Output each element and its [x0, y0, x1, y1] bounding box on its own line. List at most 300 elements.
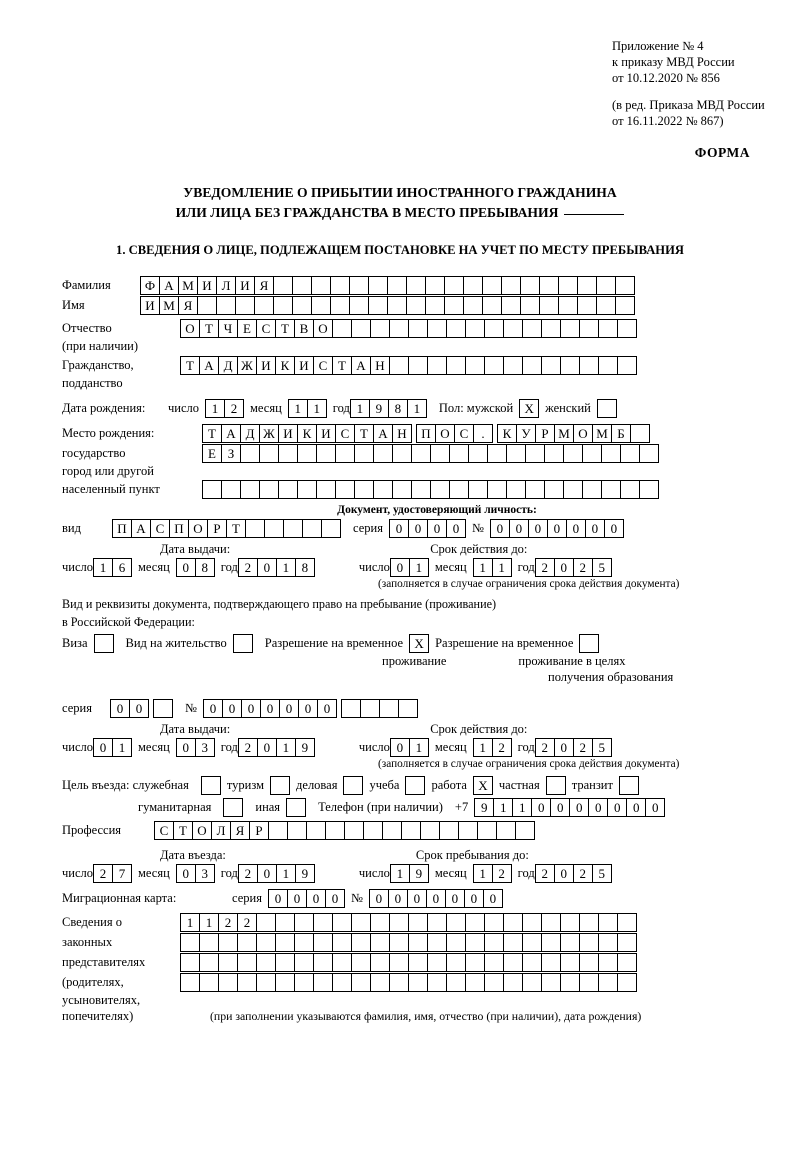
cell[interactable]: 0: [464, 889, 484, 908]
cell[interactable]: [294, 953, 314, 972]
cell[interactable]: 0: [257, 864, 277, 883]
cell[interactable]: [370, 319, 390, 338]
stayuntil-year-input[interactable]: [535, 864, 612, 883]
cell[interactable]: [275, 913, 295, 932]
cell[interactable]: 1: [205, 399, 225, 418]
cell[interactable]: [501, 296, 521, 315]
cell[interactable]: [601, 444, 621, 463]
cell[interactable]: [351, 319, 371, 338]
doc-valid-year-input[interactable]: [535, 558, 612, 577]
cell[interactable]: 6: [112, 558, 132, 577]
cell[interactable]: [560, 933, 580, 952]
cell[interactable]: 1: [492, 558, 512, 577]
cell[interactable]: [321, 519, 341, 538]
birthplace-country-input[interactable]: [202, 424, 650, 443]
cell[interactable]: Л: [216, 276, 236, 295]
legal-rep-row-4-input[interactable]: [180, 973, 637, 992]
cell[interactable]: 5: [592, 738, 612, 757]
cell[interactable]: [446, 356, 466, 375]
cell[interactable]: [579, 913, 599, 932]
cell[interactable]: [370, 973, 390, 992]
cell[interactable]: [199, 933, 219, 952]
cell[interactable]: [389, 913, 409, 932]
cell[interactable]: [465, 356, 485, 375]
cell[interactable]: Т: [173, 821, 193, 840]
cell[interactable]: [313, 973, 333, 992]
cell[interactable]: З: [221, 444, 241, 463]
cell[interactable]: [463, 276, 483, 295]
cell[interactable]: [503, 933, 523, 952]
cell[interactable]: [546, 776, 566, 795]
entry-day-input[interactable]: [93, 864, 132, 883]
cell[interactable]: [354, 444, 374, 463]
cell[interactable]: [180, 973, 200, 992]
cell[interactable]: [444, 276, 464, 295]
cell[interactable]: [522, 973, 542, 992]
cell[interactable]: [482, 276, 502, 295]
cell[interactable]: 1: [473, 738, 493, 757]
cell[interactable]: [153, 699, 173, 718]
birthdate-year-input[interactable]: [350, 399, 427, 418]
cell[interactable]: [387, 296, 407, 315]
cell[interactable]: [373, 444, 393, 463]
cell[interactable]: [392, 444, 412, 463]
cell[interactable]: [351, 973, 371, 992]
purpose-private-checkbox[interactable]: [546, 776, 566, 795]
cell[interactable]: [297, 444, 317, 463]
cell[interactable]: [560, 356, 580, 375]
cell[interactable]: 2: [535, 738, 555, 757]
cell[interactable]: [558, 276, 578, 295]
cell[interactable]: 1: [276, 738, 296, 757]
birthdate-month-input[interactable]: [288, 399, 327, 418]
cell[interactable]: Н: [392, 424, 412, 443]
cell[interactable]: О: [313, 319, 333, 338]
cell[interactable]: С: [454, 424, 474, 443]
cell[interactable]: [292, 276, 312, 295]
cell[interactable]: [449, 480, 469, 499]
cell[interactable]: [221, 480, 241, 499]
cell[interactable]: [389, 356, 409, 375]
purpose-business-checkbox[interactable]: [343, 776, 363, 795]
stay-valid-day-input[interactable]: [390, 738, 429, 757]
cell[interactable]: [601, 480, 621, 499]
cell[interactable]: [639, 444, 659, 463]
cell[interactable]: К: [275, 356, 295, 375]
cell[interactable]: [541, 319, 561, 338]
cell[interactable]: 9: [409, 864, 429, 883]
cell[interactable]: 0: [566, 519, 586, 538]
cell[interactable]: [617, 913, 637, 932]
cell[interactable]: [354, 480, 374, 499]
cell[interactable]: [598, 319, 618, 338]
cell[interactable]: Л: [211, 821, 231, 840]
cell[interactable]: [245, 519, 265, 538]
cell[interactable]: [560, 913, 580, 932]
cell[interactable]: [465, 933, 485, 952]
name-input[interactable]: [140, 296, 635, 315]
cell[interactable]: С: [154, 821, 174, 840]
cell[interactable]: 0: [569, 798, 589, 817]
cell[interactable]: [487, 444, 507, 463]
cell[interactable]: [522, 356, 542, 375]
cell[interactable]: [503, 913, 523, 932]
cell[interactable]: 0: [588, 798, 608, 817]
cell[interactable]: К: [497, 424, 517, 443]
cell[interactable]: [389, 319, 409, 338]
cell[interactable]: 8: [388, 399, 408, 418]
cell[interactable]: [408, 953, 428, 972]
cell[interactable]: 1: [112, 738, 132, 757]
cell[interactable]: [401, 821, 421, 840]
cell[interactable]: [525, 444, 545, 463]
cell[interactable]: [256, 973, 276, 992]
cell[interactable]: [458, 821, 478, 840]
cell[interactable]: [427, 319, 447, 338]
cell[interactable]: [360, 699, 380, 718]
stay-valid-year-input[interactable]: [535, 738, 612, 757]
cell[interactable]: 0: [426, 889, 446, 908]
entry-month-input[interactable]: [176, 864, 215, 883]
cell[interactable]: [275, 953, 295, 972]
cell[interactable]: [503, 356, 523, 375]
cell[interactable]: 1: [473, 864, 493, 883]
cell[interactable]: [468, 444, 488, 463]
cell[interactable]: [420, 821, 440, 840]
cell[interactable]: 1: [276, 864, 296, 883]
cell[interactable]: [541, 973, 561, 992]
cell[interactable]: [544, 480, 564, 499]
cell[interactable]: П: [169, 519, 189, 538]
cell[interactable]: [544, 444, 564, 463]
cell[interactable]: О: [573, 424, 593, 443]
cell[interactable]: Ф: [140, 276, 160, 295]
cell[interactable]: 2: [238, 738, 258, 757]
cell[interactable]: [617, 973, 637, 992]
cell[interactable]: [506, 480, 526, 499]
cell[interactable]: [273, 296, 293, 315]
cell[interactable]: [268, 821, 288, 840]
cell[interactable]: 0: [93, 738, 113, 757]
cell[interactable]: [615, 276, 635, 295]
cell[interactable]: [465, 913, 485, 932]
cell[interactable]: [311, 296, 331, 315]
purpose-humanitarian-checkbox[interactable]: [223, 798, 243, 817]
cell[interactable]: [94, 634, 114, 653]
cell[interactable]: [446, 933, 466, 952]
stay-issue-month-input[interactable]: [176, 738, 215, 757]
cell[interactable]: [484, 953, 504, 972]
cell[interactable]: [180, 933, 200, 952]
cell[interactable]: [596, 276, 616, 295]
cell[interactable]: [525, 480, 545, 499]
cell[interactable]: X: [473, 776, 493, 795]
cell[interactable]: 2: [93, 864, 113, 883]
cell[interactable]: [316, 444, 336, 463]
cell[interactable]: 0: [388, 889, 408, 908]
cell[interactable]: К: [297, 424, 317, 443]
cell[interactable]: [427, 913, 447, 932]
birthplace-city-input[interactable]: [202, 480, 659, 499]
cell[interactable]: Т: [332, 356, 352, 375]
cell[interactable]: 0: [241, 699, 261, 718]
cell[interactable]: [501, 276, 521, 295]
cell[interactable]: [506, 444, 526, 463]
cell[interactable]: В: [294, 319, 314, 338]
doc-issue-month-input[interactable]: [176, 558, 215, 577]
cell[interactable]: 0: [279, 699, 299, 718]
cell[interactable]: [389, 953, 409, 972]
cell[interactable]: [313, 913, 333, 932]
cell[interactable]: [439, 821, 459, 840]
cell[interactable]: [411, 444, 431, 463]
cell[interactable]: [330, 296, 350, 315]
cell[interactable]: [522, 913, 542, 932]
cell[interactable]: [343, 776, 363, 795]
cell[interactable]: [465, 953, 485, 972]
cell[interactable]: [218, 953, 238, 972]
cell[interactable]: [237, 973, 257, 992]
cell[interactable]: [558, 296, 578, 315]
cell[interactable]: [484, 319, 504, 338]
cell[interactable]: М: [159, 296, 179, 315]
cell[interactable]: С: [335, 424, 355, 443]
cell[interactable]: [294, 933, 314, 952]
legal-rep-row-3-input[interactable]: [180, 953, 637, 972]
cell[interactable]: О: [180, 319, 200, 338]
cell[interactable]: 0: [550, 798, 570, 817]
cell[interactable]: [332, 933, 352, 952]
cell[interactable]: 2: [492, 738, 512, 757]
cell[interactable]: [406, 296, 426, 315]
cell[interactable]: [541, 913, 561, 932]
cell[interactable]: [286, 798, 306, 817]
cell[interactable]: Е: [202, 444, 222, 463]
cell[interactable]: [292, 296, 312, 315]
cell[interactable]: [468, 480, 488, 499]
cell[interactable]: 0: [407, 889, 427, 908]
cell[interactable]: Р: [207, 519, 227, 538]
cell[interactable]: 0: [554, 738, 574, 757]
cell[interactable]: [351, 913, 371, 932]
cell[interactable]: [579, 634, 599, 653]
cell[interactable]: [332, 973, 352, 992]
purpose-transit-checkbox[interactable]: [619, 776, 639, 795]
cell[interactable]: П: [112, 519, 132, 538]
cell[interactable]: [368, 276, 388, 295]
cell[interactable]: А: [373, 424, 393, 443]
cell[interactable]: Ж: [259, 424, 279, 443]
cell[interactable]: [427, 933, 447, 952]
cell[interactable]: 9: [474, 798, 494, 817]
cell[interactable]: 2: [238, 558, 258, 577]
stay-number-input[interactable]: [203, 699, 418, 718]
cell[interactable]: [639, 480, 659, 499]
cell[interactable]: 0: [554, 864, 574, 883]
stay-issue-day-input[interactable]: [93, 738, 132, 757]
cell[interactable]: 1: [93, 558, 113, 577]
cell[interactable]: [332, 913, 352, 932]
cell[interactable]: [539, 296, 559, 315]
cell[interactable]: [363, 821, 383, 840]
cell[interactable]: Т: [275, 319, 295, 338]
cell[interactable]: 0: [604, 519, 624, 538]
cell[interactable]: О: [192, 821, 212, 840]
cell[interactable]: [482, 296, 502, 315]
cell[interactable]: 0: [176, 738, 196, 757]
cell[interactable]: [598, 933, 618, 952]
cell[interactable]: [382, 821, 402, 840]
cell[interactable]: [216, 296, 236, 315]
cell[interactable]: 2: [573, 864, 593, 883]
cell[interactable]: 1: [409, 738, 429, 757]
cell[interactable]: [259, 480, 279, 499]
cell[interactable]: [582, 480, 602, 499]
cell[interactable]: [408, 913, 428, 932]
cell[interactable]: [199, 973, 219, 992]
cell[interactable]: [270, 776, 290, 795]
cell[interactable]: 0: [129, 699, 149, 718]
phone-input[interactable]: [474, 798, 665, 817]
cell[interactable]: 0: [317, 699, 337, 718]
cell[interactable]: У: [516, 424, 536, 443]
cell[interactable]: [503, 973, 523, 992]
cell[interactable]: [387, 276, 407, 295]
cell[interactable]: И: [140, 296, 160, 315]
cell[interactable]: 0: [483, 889, 503, 908]
cell[interactable]: 2: [573, 738, 593, 757]
cell[interactable]: [446, 973, 466, 992]
cell[interactable]: [560, 973, 580, 992]
cell[interactable]: [278, 444, 298, 463]
stay-series-input[interactable]: [110, 699, 173, 718]
cell[interactable]: 0: [268, 889, 288, 908]
cell[interactable]: [405, 776, 425, 795]
cell[interactable]: [287, 821, 307, 840]
cell[interactable]: А: [131, 519, 151, 538]
cell[interactable]: [351, 953, 371, 972]
cell[interactable]: М: [554, 424, 574, 443]
cell[interactable]: Т: [202, 424, 222, 443]
cell[interactable]: [615, 296, 635, 315]
cell[interactable]: [201, 776, 221, 795]
cell[interactable]: [389, 973, 409, 992]
cell[interactable]: [503, 319, 523, 338]
cell[interactable]: 2: [573, 558, 593, 577]
cell[interactable]: А: [159, 276, 179, 295]
cell[interactable]: 1: [512, 798, 532, 817]
cell[interactable]: Т: [199, 319, 219, 338]
cell[interactable]: [392, 480, 412, 499]
cell[interactable]: А: [221, 424, 241, 443]
cell[interactable]: 0: [306, 889, 326, 908]
cell[interactable]: [541, 933, 561, 952]
cell[interactable]: 2: [535, 864, 555, 883]
cell[interactable]: [240, 480, 260, 499]
cell[interactable]: Я: [254, 276, 274, 295]
cell[interactable]: 0: [446, 519, 466, 538]
cell[interactable]: [579, 953, 599, 972]
cell[interactable]: .: [473, 424, 493, 443]
cell[interactable]: Р: [249, 821, 269, 840]
cell[interactable]: [563, 480, 583, 499]
cell[interactable]: 0: [509, 519, 529, 538]
cell[interactable]: [273, 276, 293, 295]
cell[interactable]: [240, 444, 260, 463]
cell[interactable]: [596, 296, 616, 315]
cell[interactable]: [425, 296, 445, 315]
surname-input[interactable]: [140, 276, 635, 295]
cell[interactable]: [520, 296, 540, 315]
cell[interactable]: X: [519, 399, 539, 418]
cell[interactable]: 0: [389, 519, 409, 538]
cell[interactable]: М: [178, 276, 198, 295]
cell[interactable]: 1: [288, 399, 308, 418]
cell[interactable]: 0: [607, 798, 627, 817]
cell[interactable]: [370, 933, 390, 952]
cell[interactable]: [197, 296, 217, 315]
cell[interactable]: [496, 821, 516, 840]
cell[interactable]: 5: [592, 558, 612, 577]
cell[interactable]: Я: [230, 821, 250, 840]
cell[interactable]: 0: [257, 738, 277, 757]
cell[interactable]: [256, 913, 276, 932]
cell[interactable]: И: [278, 424, 298, 443]
cell[interactable]: 2: [535, 558, 555, 577]
cell[interactable]: 7: [112, 864, 132, 883]
cell[interactable]: Т: [180, 356, 200, 375]
cell[interactable]: 0: [554, 558, 574, 577]
cell[interactable]: 1: [350, 399, 370, 418]
cell[interactable]: 1: [180, 913, 200, 932]
cell[interactable]: [278, 480, 298, 499]
cell[interactable]: [465, 973, 485, 992]
cell[interactable]: [330, 276, 350, 295]
cell[interactable]: 0: [645, 798, 665, 817]
cell[interactable]: М: [592, 424, 612, 443]
cell[interactable]: 0: [445, 889, 465, 908]
stayuntil-day-input[interactable]: [390, 864, 429, 883]
cell[interactable]: 0: [427, 519, 447, 538]
cell[interactable]: [520, 276, 540, 295]
citizenship-input[interactable]: [180, 356, 637, 375]
cell[interactable]: [256, 933, 276, 952]
cell[interactable]: А: [351, 356, 371, 375]
cell[interactable]: 8: [295, 558, 315, 577]
cell[interactable]: 0: [298, 699, 318, 718]
cell[interactable]: Б: [611, 424, 631, 443]
cell[interactable]: 0: [325, 889, 345, 908]
cell[interactable]: [463, 296, 483, 315]
purpose-tourism-checkbox[interactable]: [270, 776, 290, 795]
cell[interactable]: [430, 444, 450, 463]
stayuntil-month-input[interactable]: [473, 864, 512, 883]
cell[interactable]: 2: [237, 913, 257, 932]
cell[interactable]: [254, 296, 274, 315]
cell[interactable]: С: [150, 519, 170, 538]
cell[interactable]: [408, 973, 428, 992]
doc-series-input[interactable]: [389, 519, 466, 538]
cell[interactable]: [335, 444, 355, 463]
cell[interactable]: [302, 519, 322, 538]
cell[interactable]: [398, 699, 418, 718]
cell[interactable]: И: [235, 276, 255, 295]
cell[interactable]: [617, 319, 637, 338]
cell[interactable]: [313, 953, 333, 972]
cell[interactable]: 8: [195, 558, 215, 577]
cell[interactable]: [425, 276, 445, 295]
cell[interactable]: А: [199, 356, 219, 375]
